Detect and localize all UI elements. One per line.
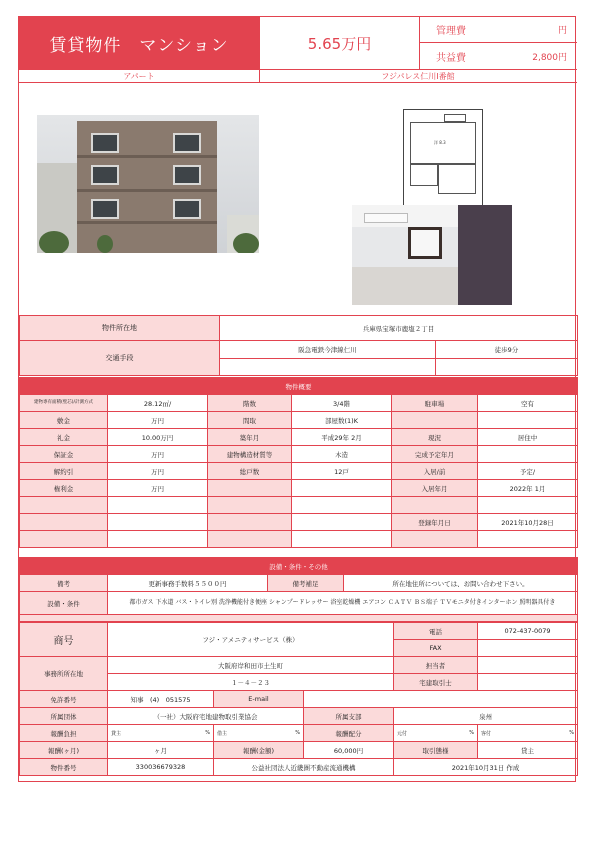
rent-price: 5.65万円	[259, 17, 419, 69]
overview-heading: 物件概要	[20, 378, 578, 395]
trade-name: フジ・アメニティサービス（株）	[108, 623, 394, 657]
license-label: 免許番号	[20, 691, 108, 708]
move-in-label: 入居/前	[392, 463, 478, 480]
location-label: 物件所在地	[20, 316, 220, 341]
move-in-value: 予定/	[478, 463, 578, 480]
interior-photo	[352, 205, 512, 305]
broker2-pct: %	[569, 729, 575, 736]
remarks-label: 備考	[20, 575, 108, 592]
conditions-heading: 設備・条件・その他	[20, 558, 578, 575]
deposit-label: 敷金	[20, 412, 108, 429]
contact-value	[478, 657, 578, 674]
trade-name-label: 商号	[20, 623, 108, 657]
move-in-date-label: 入居年月	[392, 480, 478, 497]
completion-value	[478, 446, 578, 463]
lender-label: 貸主	[111, 730, 122, 737]
amount-value: 60,000円	[304, 742, 394, 759]
structure-value: 木造	[292, 446, 392, 463]
property-id-label: 物件番号	[20, 759, 108, 776]
fax-value	[478, 640, 578, 657]
layout-value: 部屋数(1)K	[292, 412, 392, 429]
office-line2: １－４－２３	[108, 674, 394, 691]
office-line1: 大阪府岸和田市土生町	[108, 657, 394, 674]
property-flyer	[18, 16, 576, 782]
area-label: 建物専有面積(壁芯)/計測方式	[20, 395, 108, 412]
move-in-date-value: 2022年 1月	[478, 480, 578, 497]
registered-value: 2021年10月28日	[478, 514, 578, 531]
management-fee	[419, 17, 577, 43]
association-value: （一社）大阪府宅地建物取引業協会	[108, 708, 304, 725]
registry-org: 公益社団法人近畿圏不動産流通機構	[214, 759, 394, 776]
units-value: 12戸	[292, 463, 392, 480]
remarks-extra-value: 所在地住所については、お問い合わせ下さい。	[344, 575, 578, 592]
transport-line: 阪急電鉄今津線仁川	[220, 341, 436, 359]
lender-pct: %	[205, 729, 210, 736]
email-label: E-mail	[214, 691, 304, 708]
premium-label: 権利金	[20, 480, 108, 497]
transport-walk: 徒歩9分	[436, 341, 578, 359]
status-value: 居住中	[478, 429, 578, 446]
branch-value: 泉州	[394, 708, 578, 725]
common-fee-value: 2,800円	[532, 52, 567, 63]
structure-label: 建物構造材質等	[208, 446, 292, 463]
guarantee-value: 万円	[108, 446, 208, 463]
facilities-value: 都市ガス 下水道 バス・トイレ別 洗浄機能付き便座 シャンプードレッサー 浴室乾燥機 エアコン ＣＡＴＶ ＢＳ端子 ＴＶモニタ付きインターホン 照明器具付き	[108, 592, 578, 615]
broker-value	[478, 674, 578, 691]
building-exterior-photo	[37, 115, 259, 253]
commission-label: 報酬負担	[20, 725, 108, 742]
built-value: 平成29年 2月	[292, 429, 392, 446]
floor-value: 3/4階	[292, 395, 392, 412]
remarks-extra-label: 備考補足	[268, 575, 344, 592]
floor-label: 階数	[208, 395, 292, 412]
common-fee	[419, 43, 577, 69]
months-label: 報酬(ヶ月)	[20, 742, 108, 759]
lender-share	[108, 725, 214, 742]
transport-label: 交通手段	[20, 341, 220, 376]
mode-label: 取引態様	[394, 742, 478, 759]
deposit-value: 万円	[108, 412, 208, 429]
property-type: アパート	[19, 70, 260, 82]
property-name: フジパレス仁川Ⅰ番館	[381, 71, 455, 81]
facilities-label: 設備・条件	[20, 592, 108, 615]
location-address: 兵庫県宝塚市鹿塩２丁目	[220, 316, 578, 341]
amortization-label: 解約引	[20, 463, 108, 480]
amount-label: 報酬(金額)	[214, 742, 304, 759]
association-label: 所属団体	[20, 708, 108, 725]
mode-value: 貸主	[478, 742, 578, 759]
status-label: 現況	[392, 429, 478, 446]
photo-area	[19, 83, 577, 315]
tel-label: 電話	[394, 623, 478, 640]
license-value: 知事 (4) 051575	[108, 691, 214, 708]
borrower-label: 借主	[217, 730, 228, 737]
borrower-share	[214, 725, 304, 742]
management-fee-label: 管理費	[436, 26, 466, 37]
email-value	[304, 691, 578, 708]
agency-table	[19, 622, 578, 776]
built-label: 築年月	[208, 429, 292, 446]
floor-plan-drawing: 洋 8.3	[403, 109, 483, 207]
guarantee-label: 保証金	[20, 446, 108, 463]
property-id-value: 330036679328	[108, 759, 214, 776]
office-label: 事務所所在地	[20, 657, 108, 691]
area-value: 28.12㎡/	[108, 395, 208, 412]
completion-label: 完成予定年月	[392, 446, 478, 463]
fax-label: FAX	[394, 640, 478, 657]
overview-table	[19, 377, 578, 548]
key-money-label: 礼金	[20, 429, 108, 446]
registered-label: 登録年月日	[392, 514, 478, 531]
location-table	[19, 315, 578, 376]
created-date: 2021年10月31日 作成	[394, 759, 578, 776]
branch-label: 所属支部	[304, 708, 394, 725]
principal-pct: %	[469, 729, 475, 736]
split-label: 報酬配分	[304, 725, 394, 742]
units-label: 総戸数	[208, 463, 292, 480]
amortization-value: 万円	[108, 463, 208, 480]
parking-value: 空有	[478, 395, 578, 412]
management-fee-value: 円	[557, 26, 567, 36]
broker-label: 宅建取引士	[394, 674, 478, 691]
broker2-label: 客付	[481, 730, 492, 737]
flyer-title: 賃貸物件 マンション	[19, 17, 259, 69]
months-value: ヶ月	[108, 742, 214, 759]
principal-share	[394, 725, 478, 742]
common-fee-label: 共益費	[436, 52, 466, 64]
parking-label: 駐車場	[392, 395, 478, 412]
sub-header	[19, 69, 577, 83]
remarks-value: 更新事務手数料５５００円	[108, 575, 268, 592]
borrower-pct: %	[295, 729, 300, 736]
contact-label: 担当者	[394, 657, 478, 674]
layout-label: 間取	[208, 412, 292, 429]
principal-label: 元付	[397, 730, 408, 737]
tel-value: 072-437-0079	[478, 623, 578, 640]
broker2-share	[478, 725, 578, 742]
key-money-value: 10.00万円	[108, 429, 208, 446]
conditions-table	[19, 557, 578, 622]
premium-value: 万円	[108, 480, 208, 497]
